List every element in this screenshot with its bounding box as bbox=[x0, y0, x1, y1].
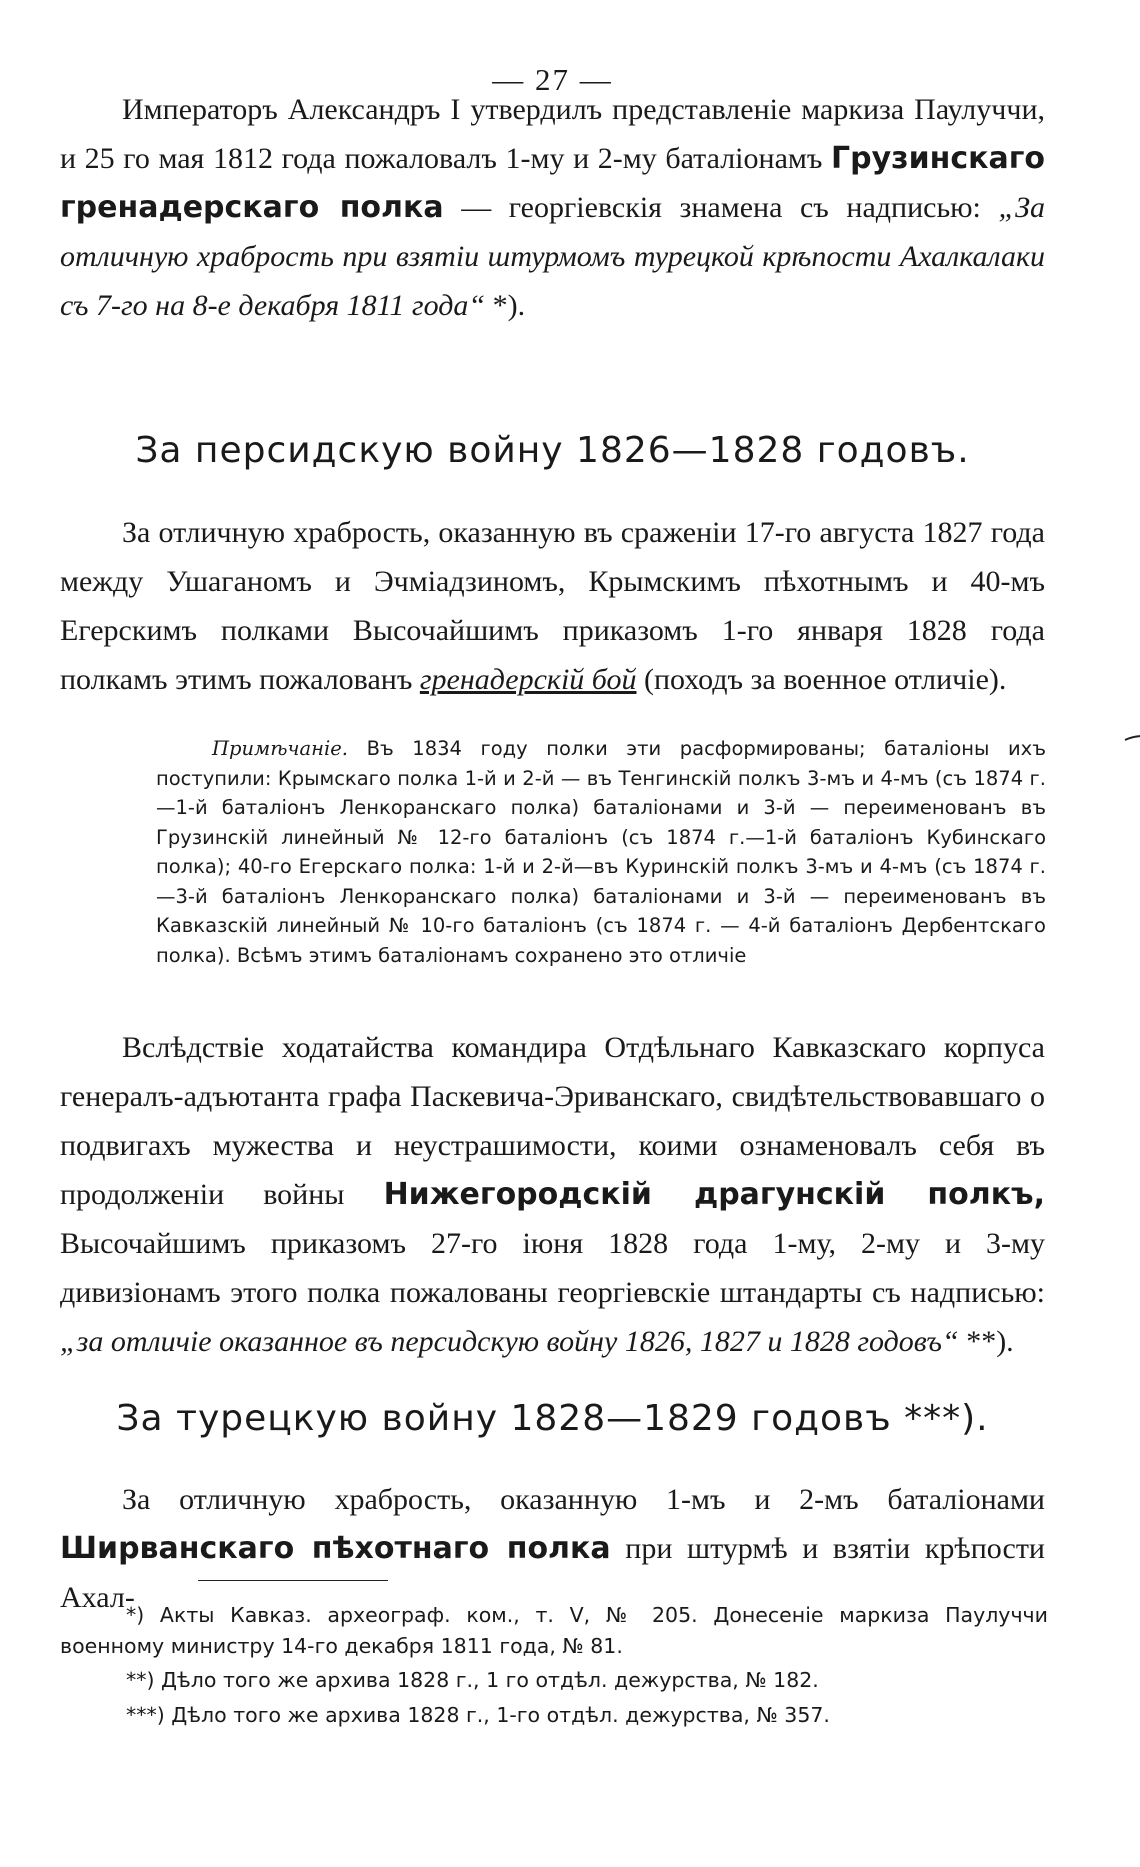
paragraph-3-inscription: „за отличіе оказанное въ персидскую войну 1826, 1827 и 1828 годовъ“ bbox=[60, 1325, 959, 1358]
paragraph-4-end: при штурмѣ и взятіи крѣпости Ахал- bbox=[60, 1532, 1045, 1614]
section-heading-turkish-war: За турецкую войну 1828—1829 годовъ ***). bbox=[116, 1398, 989, 1439]
paragraph-2 bbox=[60, 508, 1045, 704]
paragraph-1-footnote-ref: *). bbox=[485, 289, 526, 322]
paragraph-1-inscription: „За отличную храбрость при взятіи штурмомъ турецкой крѣпости Ахалкалаки съ 7-го на 8-е декабря 1811 года“ bbox=[60, 191, 1045, 322]
footnote-divider bbox=[198, 1580, 388, 1581]
paragraph-3 bbox=[60, 1023, 1045, 1366]
section-heading-persian-war: За персидскую войну 1826—1828 годовъ. bbox=[135, 430, 970, 471]
note-block bbox=[156, 734, 1046, 970]
note-text: Въ 1834 году полки эти расформированы; баталіоны ихъ поступили: Крымскаго полка 1-й и 2-й — въ Тенгинскій полкъ 3-мъ и 4-мъ (съ 1874 г.—1-й баталіонъ Ленкоранскаго полка) баталіонами и 3-й — переименованъ въ Грузинскій линейный № 12-го баталіонъ (съ 1874 г.—1-й баталіонъ Кубинскаго полка); 40-го Егерскаго полка: 1-й и 2-й—въ Куринскій полкъ 3-мъ и 4-мъ (съ 1874 г.—3-й баталіонъ Ленкоранскаго полка) баталіонами и 3-й — переименованъ въ Кавказскій линейный № 10-го баталіонъ (съ 1874 г. — 4-й баталіонъ Дербентскаго полка). Всѣмъ этимъ баталіонамъ сохранено это отличіе bbox=[156, 737, 1046, 967]
paragraph-4-bold: Ширванскаго пѣхотнаго полка bbox=[60, 1531, 611, 1566]
page-number: — 27 — bbox=[492, 62, 613, 97]
paragraph-2-text: За отличную храбрость, оказанную въ сраженіи 17-го августа 1827 года между Ушаганомъ и Эчміадзиномъ, Крымскимъ пѣхотнымъ и 40-мъ Егерскимъ полками Высочайшимъ приказомъ 1-го января 1828 года полкамъ этимъ пожалованъ bbox=[60, 516, 1045, 696]
paragraph-3-mid: Высочайшимъ приказомъ 27-го іюня 1828 года 1-му, 2-му и 3-му дивизіонамъ этого полка пожалованы георгіевскіе штандарты съ надписью: bbox=[60, 1227, 1045, 1309]
paragraph-1-text: Императоръ Александръ I утвердилъ представленіе маркиза Паулуччи, и 25 го мая 1812 года пожаловалъ 1-му и 2-му баталіонамъ bbox=[60, 93, 1045, 175]
paragraph-4-text: За отличную храбрость, оказанную 1-мъ и 2-мъ баталіонами bbox=[122, 1483, 1045, 1516]
paragraph-3-text: Вслѣдствіе ходатайства командира Отдѣльнаго Кавказскаго корпуса генералъ-адъютанта графа Паскевича-Эриванскаго, свидѣтельствовавшаго о подвигахъ мужества и неустрашимости, коими ознаменовалъ себя въ продолженіи войны bbox=[60, 1031, 1045, 1211]
footnote-1: *) Акты Кавказ. археограф. ком., т. V, № 205. Донесеніе маркиза Паулуччи военному министру 14-го декабря 1811 года, № 81. bbox=[60, 1603, 1048, 1658]
paragraph-1-bold: Грузинскаго гренадерскаго полка bbox=[60, 141, 1045, 225]
paragraph-2-underlined: гренадерскій бой bbox=[419, 663, 637, 696]
paragraph-3-footnote-ref: **). bbox=[958, 1325, 1014, 1358]
paragraph-3-bold: Нижегородскій драгунскій полкъ, bbox=[383, 1177, 1045, 1212]
footnote-3: ***) Дѣло того же архива 1828 г., 1-го отдѣл. дежурства, № 357. bbox=[126, 1703, 830, 1727]
paragraph-1 bbox=[60, 85, 1045, 330]
paragraph-1-mid: — георгіевскія знамена съ надписью: bbox=[443, 191, 999, 224]
note-label: Примѣчаніе. bbox=[212, 737, 348, 760]
margin-mark-icon bbox=[1123, 735, 1140, 741]
paragraph-2-end: (походъ за военное отличіе). bbox=[636, 663, 1007, 696]
footnote-2: **) Дѣло того же архива 1828 г., 1 го отдѣл. дежурства, № 182. bbox=[126, 1668, 819, 1692]
